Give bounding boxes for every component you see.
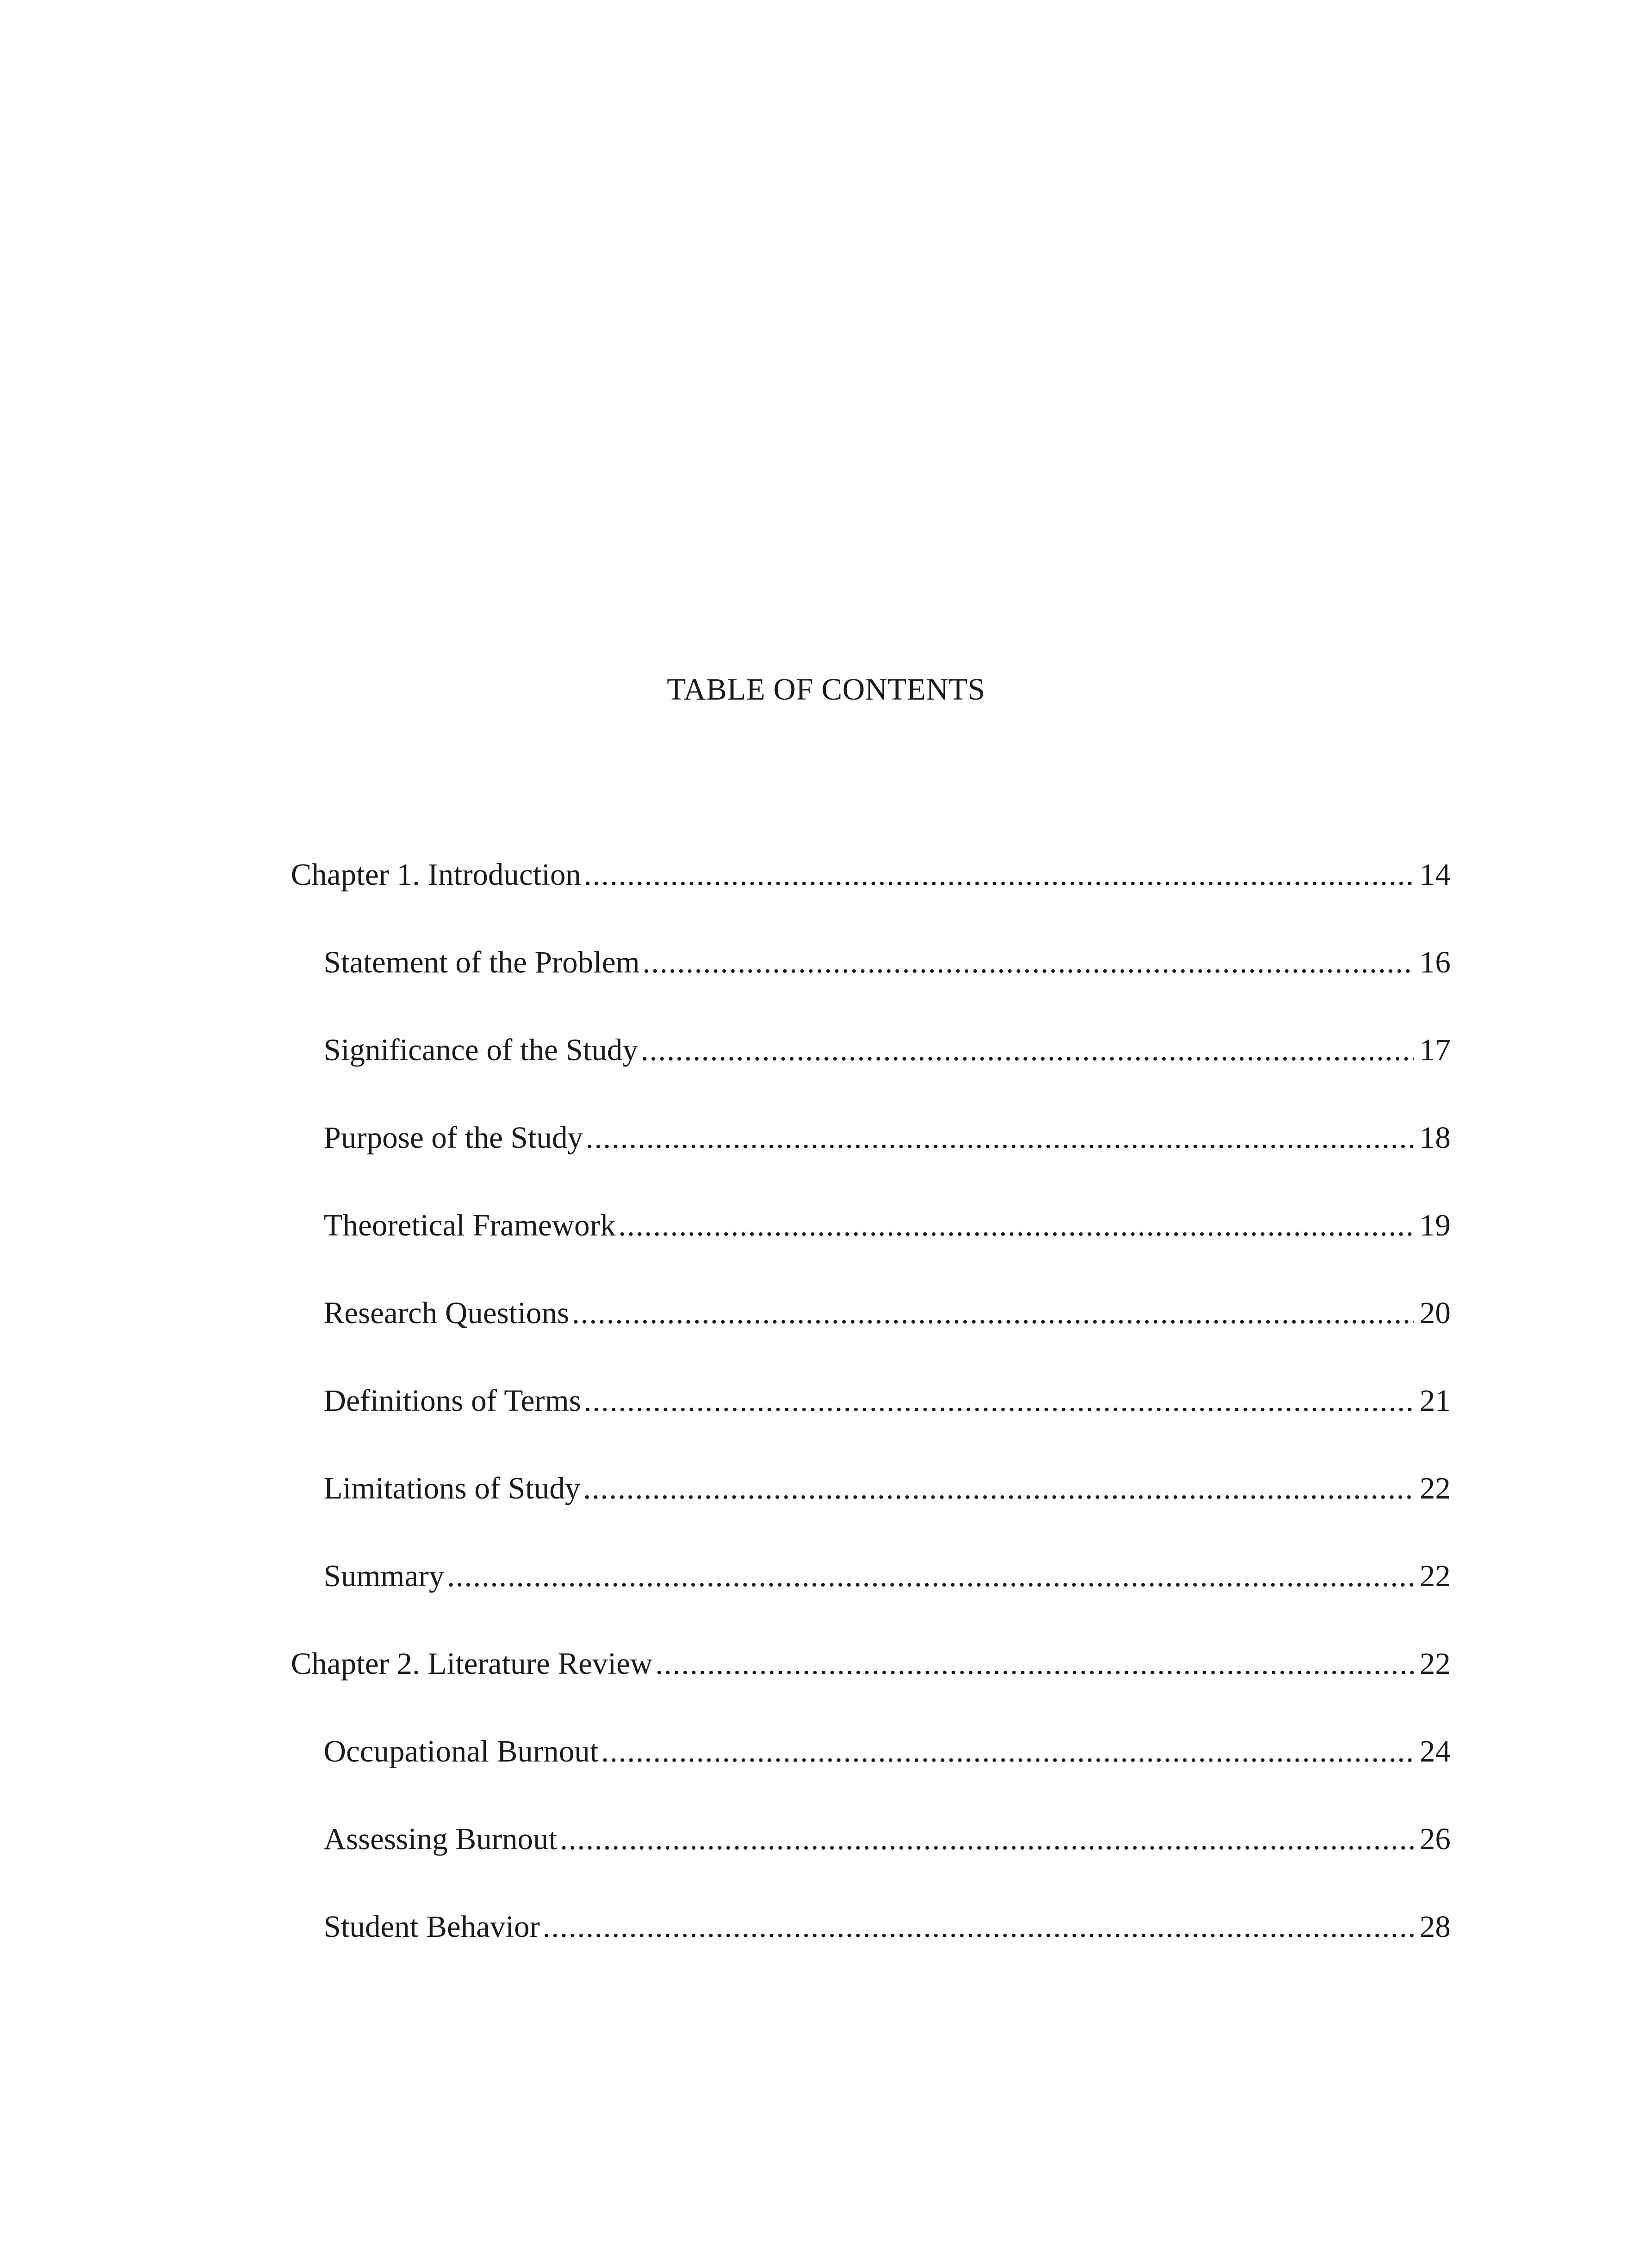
dot-leader bbox=[543, 1906, 1414, 1947]
toc-entry-label: Statement of the Problem bbox=[324, 945, 640, 979]
toc-entry-label: Chapter 1. Introduction bbox=[291, 857, 581, 892]
page-title: TABLE OF CONTENTS bbox=[667, 672, 985, 706]
toc-entry-label: Significance of the Study bbox=[324, 1033, 638, 1067]
toc-page-number: 24 bbox=[1420, 1734, 1451, 1768]
dot-leader bbox=[572, 1293, 1414, 1333]
toc-page-number: 22 bbox=[1420, 1646, 1451, 1681]
toc-entry-significance[interactable] bbox=[324, 1030, 1451, 1070]
toc-page-number: 21 bbox=[1420, 1383, 1451, 1418]
toc-entry-label: Limitations of Study bbox=[324, 1471, 581, 1505]
toc-page-number: 19 bbox=[1420, 1208, 1451, 1242]
dot-leader bbox=[584, 1380, 1414, 1421]
toc-entry-definitions[interactable] bbox=[324, 1380, 1451, 1421]
toc-entry-label: Summary bbox=[324, 1559, 445, 1593]
toc-entry-assessing-burnout[interactable] bbox=[324, 1819, 1451, 1859]
dot-leader bbox=[641, 1030, 1414, 1070]
toc-entry-label: Research Questions bbox=[324, 1296, 570, 1330]
toc-entry-label: Purpose of the Study bbox=[324, 1120, 583, 1155]
toc-entry-limitations[interactable] bbox=[324, 1468, 1451, 1508]
toc-page-number: 20 bbox=[1420, 1296, 1451, 1330]
toc-entry-statement-of-problem[interactable] bbox=[324, 942, 1451, 982]
dot-leader bbox=[584, 854, 1414, 895]
dot-leader bbox=[601, 1731, 1414, 1771]
toc-entry-label: Definitions of Terms bbox=[324, 1383, 581, 1418]
toc-page-number: 16 bbox=[1420, 945, 1451, 979]
toc-entry-summary[interactable] bbox=[324, 1556, 1451, 1596]
dot-leader bbox=[586, 1117, 1414, 1158]
dot-leader bbox=[583, 1468, 1414, 1508]
toc-entry-label: Chapter 2. Literature Review bbox=[291, 1646, 653, 1681]
toc-entry-theoretical-framework[interactable] bbox=[324, 1205, 1451, 1245]
toc-page-number: 17 bbox=[1420, 1033, 1451, 1067]
toc-entry-chapter-2[interactable] bbox=[291, 1643, 1451, 1684]
toc-entry-purpose[interactable] bbox=[324, 1117, 1451, 1158]
toc-entry-label: Occupational Burnout bbox=[324, 1734, 599, 1768]
dot-leader bbox=[642, 942, 1414, 982]
toc-entry-research-questions[interactable] bbox=[324, 1293, 1451, 1333]
dot-leader bbox=[560, 1819, 1414, 1859]
toc-page-number: 14 bbox=[1420, 857, 1451, 892]
toc-entry-label: Student Behavior bbox=[324, 1909, 540, 1944]
dot-leader bbox=[618, 1205, 1414, 1245]
dot-leader bbox=[655, 1643, 1414, 1684]
toc-entry-student-behavior[interactable] bbox=[324, 1906, 1451, 1947]
dot-leader bbox=[447, 1556, 1414, 1596]
toc-page-number: 28 bbox=[1420, 1909, 1451, 1944]
toc-page-number: 22 bbox=[1420, 1559, 1451, 1593]
toc-entry-label: Assessing Burnout bbox=[324, 1822, 557, 1856]
toc-page-number: 18 bbox=[1420, 1120, 1451, 1155]
toc-page-number: 22 bbox=[1420, 1471, 1451, 1505]
toc-entry-label: Theoretical Framework bbox=[324, 1208, 616, 1242]
toc-entry-chapter-1[interactable] bbox=[291, 854, 1451, 895]
toc-entry-occupational-burnout[interactable] bbox=[324, 1731, 1451, 1771]
toc-page-number: 26 bbox=[1420, 1822, 1451, 1856]
